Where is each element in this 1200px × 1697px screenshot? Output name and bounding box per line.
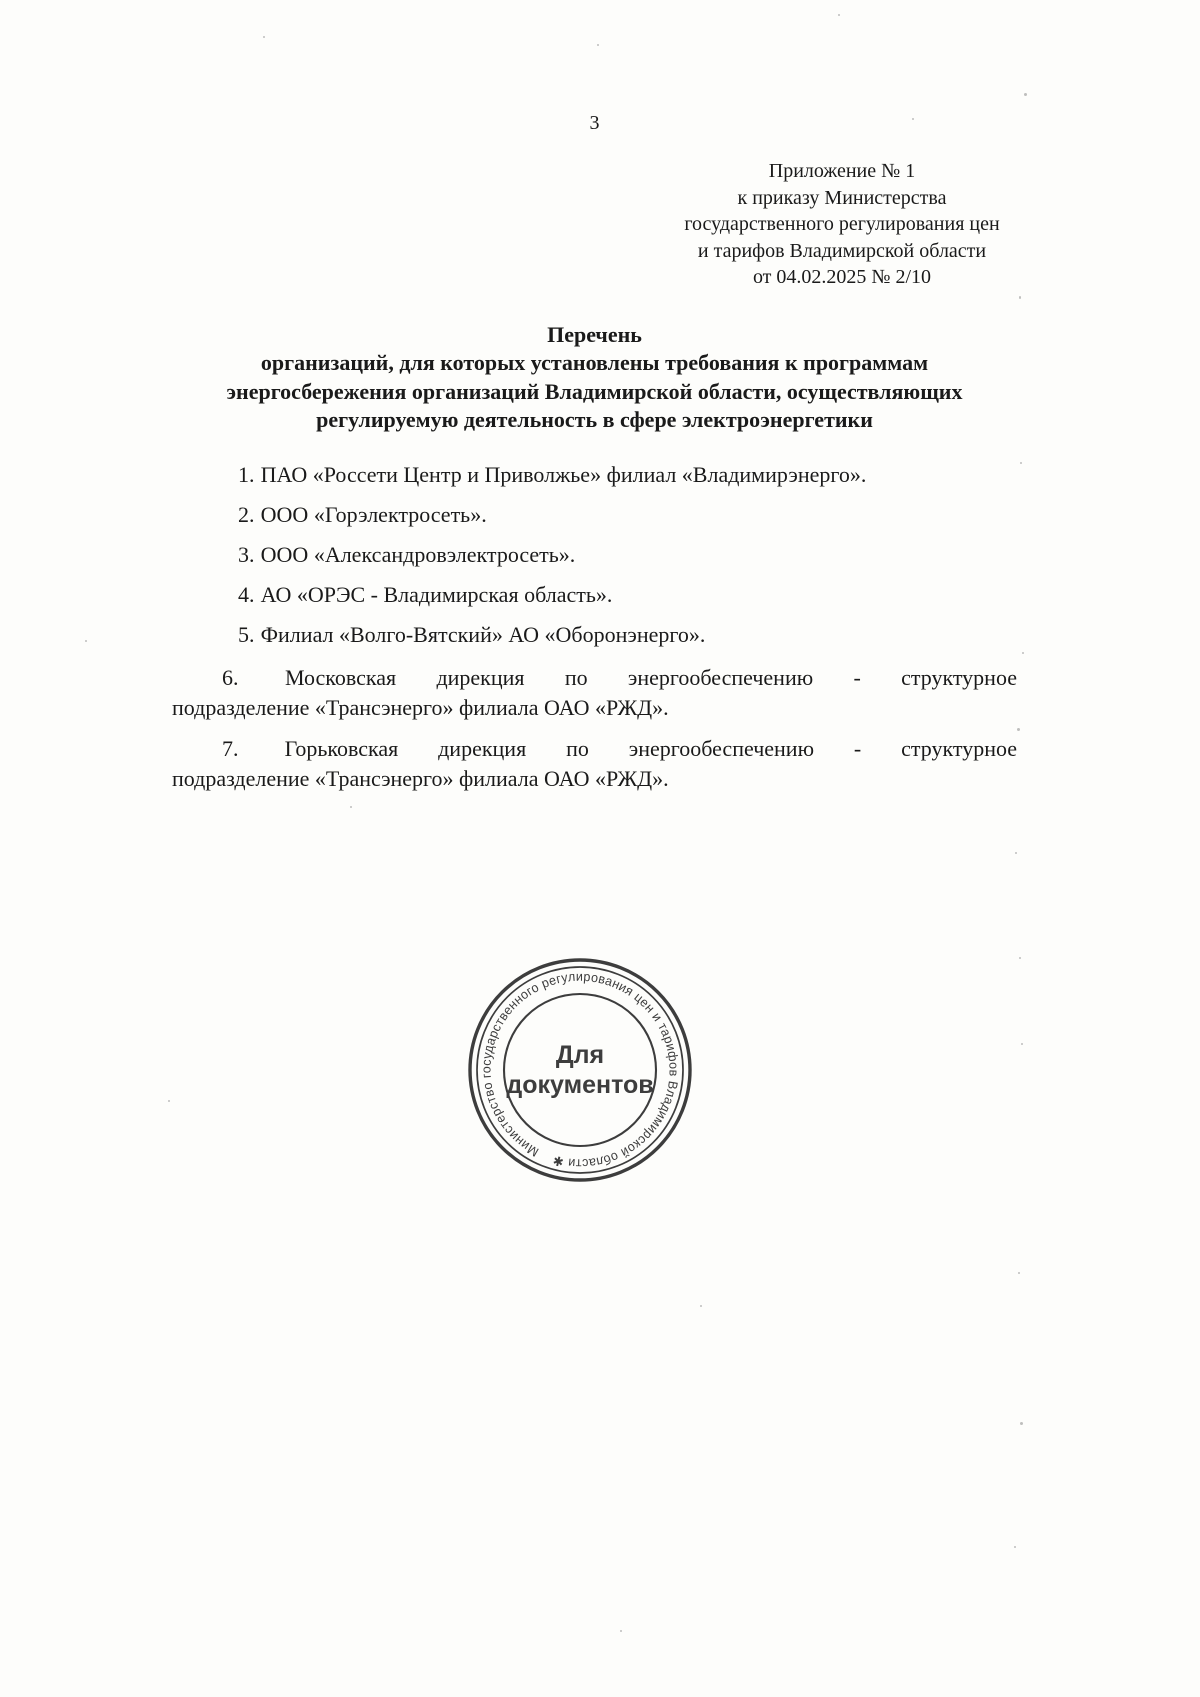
appendix-header-line: государственного регулирования цен (684, 213, 1000, 235)
document-title (172, 321, 1017, 435)
document-page (172, 0, 1017, 805)
scan-speck (1019, 296, 1021, 299)
stamp-center-text: документов (506, 1071, 654, 1099)
scan-speck (1024, 93, 1027, 96)
page-number: 3 (589, 112, 600, 134)
item-text: Горьковская дирекция по энергообеспечению - структурное (284, 735, 1018, 761)
item-second-line: подразделение «Трансэнерго» филиала ОАО «РЖД». (172, 694, 669, 720)
list-item (172, 583, 1017, 606)
scan-speck (1019, 957, 1021, 959)
list-item (172, 623, 1017, 646)
appendix-header-line: и тарифов Владимирской области (697, 239, 987, 262)
list-item (172, 663, 1017, 723)
scan-speck (597, 44, 599, 46)
scan-speck (1021, 1043, 1023, 1045)
scan-speck (1022, 652, 1024, 654)
item-text: ПАО «Россети Центр и Приволжье» филиал «Владимирэнерго». (260, 461, 867, 487)
scan-speck (620, 1630, 622, 1632)
item-number: 7. (222, 735, 239, 761)
stamp-inner-ring (504, 994, 656, 1146)
item-first-line (172, 734, 1017, 764)
round-stamp (460, 950, 700, 1190)
title-line: регулируемую деятельность в сфере электроэнергетики (316, 407, 873, 432)
scan-speck (1018, 1272, 1020, 1274)
organizations-list (172, 463, 1017, 794)
item-text: Московская дирекция по энергообеспечению - структурное (284, 664, 1017, 690)
appendix-header-line: Приложение № 1 (768, 160, 916, 182)
scan-speck (1015, 852, 1017, 854)
item-second-line: подразделение «Трансэнерго» филиала ОАО «РЖД». (172, 765, 669, 791)
scan-speck (1020, 1422, 1023, 1425)
item-number: 1. (238, 461, 255, 487)
item-number: 6. (222, 664, 239, 690)
scan-speck (1017, 728, 1020, 731)
scan-speck (912, 118, 914, 120)
appendix-header-line: к приказу Министерства (737, 186, 947, 209)
title-line: организаций, для которых установлены требования к программам (260, 350, 929, 375)
scan-speck (85, 640, 87, 642)
item-text: АО «ОРЭС - Владимирская область». (260, 581, 613, 607)
appendix-header (667, 158, 1017, 291)
scan-speck (168, 1100, 170, 1102)
scan-speck (263, 36, 265, 38)
item-number: 2. (238, 501, 255, 527)
list-item (172, 463, 1017, 486)
item-text: ООО «Александровэлектросеть». (260, 541, 576, 567)
title-line: энергосбережения организаций Владимирской области, осуществляющих (226, 378, 963, 404)
title-line: Перечень (547, 321, 642, 347)
item-text: Филиал «Волго-Вятский» АО «Оборонэнерго». (260, 621, 706, 647)
scan-speck (1014, 1546, 1016, 1548)
scan-speck (1020, 462, 1022, 464)
scan-speck (350, 806, 352, 808)
item-text: ООО «Горэлектросеть». (260, 501, 487, 527)
item-number: 4. (238, 581, 255, 607)
stamp-center-text: Для (555, 1041, 605, 1069)
list-item (172, 543, 1017, 566)
item-number: 5. (238, 621, 255, 647)
stamp-middle-ring (477, 967, 683, 1173)
list-item (172, 503, 1017, 526)
appendix-header-line: от 04.02.2025 № 2/10 (752, 266, 932, 288)
scan-speck (700, 1305, 702, 1307)
item-first-line (172, 663, 1017, 693)
stamp-ring-text: Министерство государственного регулирования цен и тарифов Владимирской области ✱ (478, 968, 682, 1172)
scan-speck (838, 14, 840, 16)
list-item (172, 734, 1017, 794)
item-number: 3. (238, 541, 255, 567)
